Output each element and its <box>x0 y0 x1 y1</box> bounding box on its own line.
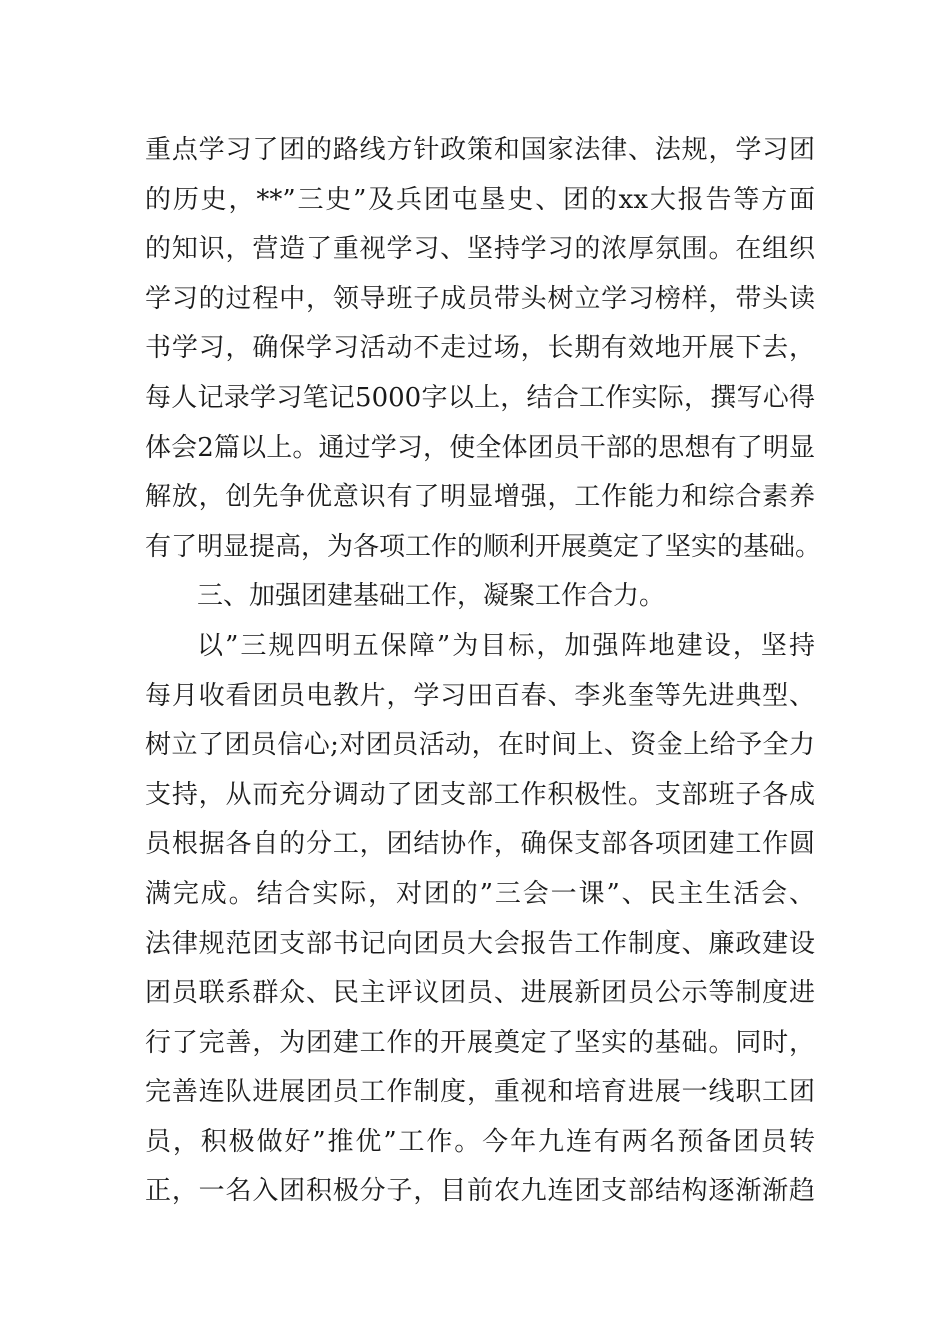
document-body <box>145 126 822 1217</box>
text-line: 学习的过程中，领导班子成员带头树立学习榜样，带头读 <box>145 283 815 314</box>
section-heading: 三、加强团建基础工作，凝聚工作合力。 <box>197 581 666 612</box>
text-line: 以”三规四明五保障”为目标，加强阵地建设，坚持 <box>197 630 815 661</box>
text-line: 解放，创先争优意识有了明显增强，工作能力和综合素养 <box>145 482 815 513</box>
text-line: 支持，从而充分调动了团支部工作积极性。支部班子各成 <box>145 779 815 810</box>
text-line: 正，一名入团积极分子，目前农九连团支部结构逐渐渐趋 <box>145 1176 815 1207</box>
text-line: 员，积极做好”推优”工作。今年九连有两名预备团员转 <box>145 1126 815 1157</box>
text-line: 每人记录学习笔记5000字以上，结合工作实际，撰写心得 <box>145 382 815 413</box>
text-line: 有了明显提高，为各项工作的顺利开展奠定了坚实的基础。 <box>145 531 822 562</box>
text-line: 法律规范团支部书记向团员大会报告工作制度、廉政建设 <box>145 928 815 959</box>
text-line: 重点学习了团的路线方针政策和国家法律、法规，学习团 <box>145 135 815 165</box>
text-line: 团员联系群众、民主评议团员、进展新团员公示等制度进 <box>145 978 815 1009</box>
text-line: 每月收看团员电教片，学习田百春、李兆奎等先进典型、 <box>145 680 815 711</box>
text-line: 行了完善，为团建工作的开展奠定了坚实的基础。同时， <box>145 1027 815 1058</box>
text-line: 书学习，确保学习活动不走过场，长期有效地开展下去， <box>145 333 815 364</box>
text-line: 满完成。结合实际，对团的”三会一课”、民主生活会、 <box>145 878 815 909</box>
text-line: 体会2篇以上。通过学习，使全体团员干部的思想有了明显 <box>145 432 815 463</box>
text-line: 的历史，**”三史”及兵团屯垦史、团的xx大报告等方面 <box>145 184 815 215</box>
text-line: 员根据各自的分工，团结协作，确保支部各项团建工作圆 <box>145 829 815 860</box>
text-line: 完善连队进展团员工作制度，重视和培育进展一线职工团 <box>145 1077 815 1108</box>
text-line: 的知识，营造了重视学习、坚持学习的浓厚氛围。在组织 <box>145 234 815 265</box>
text-line: 树立了团员信心;对团员活动，在时间上、资金上给予全力 <box>145 730 815 761</box>
